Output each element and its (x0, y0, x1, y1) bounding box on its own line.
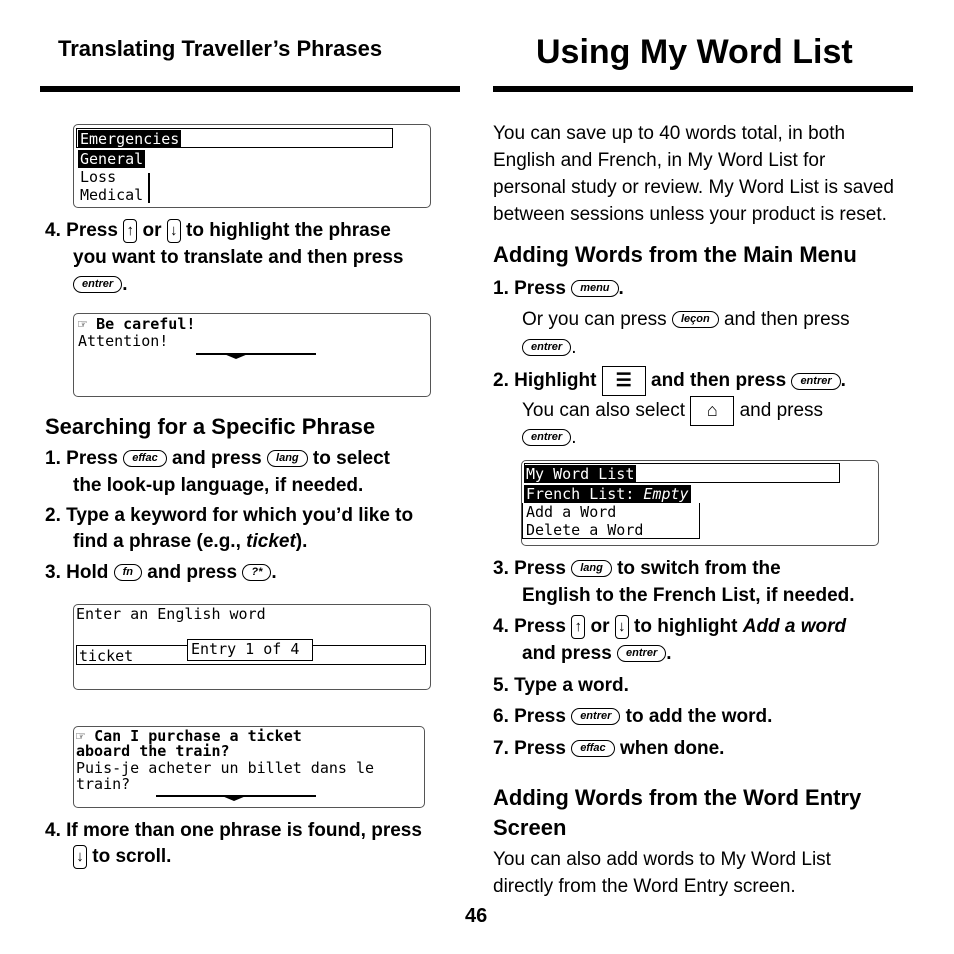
menu-step-2: 2. Highlight ☰ and then press entrer . (493, 366, 846, 396)
device-screen-be-careful (73, 313, 431, 397)
screen-title: My Word List (526, 465, 635, 483)
menu-outline (522, 503, 700, 539)
fn-key-icon: fn (114, 564, 142, 581)
entrer-key-icon: entrer (791, 373, 840, 390)
effac-key-icon: effac (571, 740, 614, 757)
left-step-4a: 4. Press ↑ or ↓ to highlight the phrase (45, 220, 391, 241)
screen-line-general: General (80, 150, 144, 168)
scroll-indicator-arrow (224, 354, 248, 359)
right-step-3-line2: English to the French List, if needed. (522, 585, 855, 606)
right-step-5: 5. Type a word. (493, 675, 629, 696)
right-step-4-line2: and press entrer . (522, 643, 672, 664)
menu-step-1: 1. Press menu . (493, 278, 624, 299)
scroll-indicator-arrow (222, 796, 246, 801)
search-step-2: 2. Type a keyword for which you’d like to (45, 505, 414, 526)
hand-icon: ☞ (76, 727, 86, 745)
entrer-key-icon: entrer (522, 429, 571, 446)
left-header-rule (40, 86, 460, 92)
screen-phrase-french: Attention! (78, 332, 169, 350)
section-heading-search: Searching for a Specific Phrase (45, 414, 376, 439)
screen-item-add: Add a Word (526, 503, 617, 521)
scroll-indicator-line (196, 353, 316, 355)
entrer-key-icon: entrer (73, 276, 122, 293)
page-title: Using My Word List (536, 33, 853, 71)
schoolhouse-icon: ⌂ (690, 396, 734, 426)
menu-step-2-alt-line2: entrer . (522, 424, 576, 451)
search-step-1: 1. Press effac and press lang to select (45, 448, 391, 469)
screen-phrase-french-line1: Puis-je acheter un billet dans le (76, 759, 375, 777)
screen-phrase-english: Be careful! (96, 315, 196, 333)
left-step-4a-line2: you want to translate and then press (73, 247, 404, 268)
menu-step-2-alt: You can also select ⌂ and press (522, 396, 823, 426)
entrer-key-icon: entrer (617, 645, 666, 662)
screen-prompt: Enter an English word (76, 605, 266, 623)
list-divider (148, 173, 150, 203)
search-step-1-line2: the look-up language, if needed. (73, 475, 364, 496)
screen-item-delete: Delete a Word (526, 521, 644, 539)
search-step-3: 3. Hold fn and press ?* . (45, 562, 277, 583)
right-step-3: 3. Press lang to switch from the (493, 558, 781, 579)
entry-count-popup: Entry 1 of 4 (187, 639, 313, 661)
device-screen-ticket-phrase (73, 726, 425, 808)
lang-key-icon: lang (267, 450, 308, 467)
down-arrow-key-icon: ↓ (73, 845, 87, 869)
help-key-icon: ?* (242, 564, 271, 581)
screen-phrase-french-line2: train? (76, 775, 131, 793)
intro-line-4: between sessions unless your product is reset. (493, 204, 887, 225)
entrer-key-icon: entrer (522, 339, 571, 356)
word-entry-body-2: directly from the Word Entry screen. (493, 876, 796, 897)
left-step-4b-line2: ↓ to scroll. (73, 844, 171, 870)
intro-line-1: You can save up to 40 words total, in both (493, 123, 846, 144)
menu-key-icon: menu (571, 280, 618, 297)
hand-icon: ☞ (78, 315, 88, 333)
screen-french-label: French List: (526, 485, 635, 503)
screen-french-value: Empty (643, 485, 689, 503)
menu-step-1-alt-line2: entrer . (522, 334, 576, 361)
title-rule (493, 86, 913, 92)
left-step-4a-line3: entrer . (73, 272, 127, 298)
screen-line-medical: Medical (80, 186, 144, 204)
screen-entry-value: ticket (79, 647, 134, 665)
word-entry-body-1: You can also add words to My Word List (493, 849, 831, 870)
device-screen-word-entry (73, 604, 431, 690)
right-step-6: 6. Press entrer to add the word. (493, 706, 773, 727)
entrer-key-icon: entrer (571, 708, 620, 725)
menu-step-1-alt: Or you can press leçon and then press (522, 309, 850, 330)
page-number: 46 (465, 905, 488, 927)
effac-key-icon: effac (123, 450, 166, 467)
list-icon: ☰ (602, 366, 646, 396)
intro-line-2: English and French, in My Word List for (493, 150, 826, 171)
up-arrow-key-icon: ↑ (571, 615, 585, 639)
down-arrow-key-icon: ↓ (615, 615, 629, 639)
screen-line-emergencies: Emergencies (80, 130, 180, 148)
right-step-4: 4. Press ↑ or ↓ to highlight Add a word (493, 616, 847, 637)
up-arrow-key-icon: ↑ (123, 219, 137, 243)
search-step-2-line2: find a phrase (e.g., ticket). (73, 531, 308, 552)
screen-phrase-english-line1: Can I purchase a ticket (94, 727, 302, 745)
running-header: Translating Traveller’s Phrases (58, 36, 383, 61)
screen-line-loss: Loss (80, 168, 117, 186)
lang-key-icon: lang (571, 560, 612, 577)
intro-line-3: personal study or review. My Word List is saved (493, 177, 894, 198)
section-heading-main-menu: Adding Words from the Main Menu (493, 242, 857, 267)
section-heading-word-entry-line2: Screen (493, 815, 567, 840)
device-screen-categories (73, 124, 431, 208)
device-screen-my-word-list (521, 460, 879, 546)
left-step-4b: 4. If more than one phrase is found, press (45, 820, 422, 841)
section-heading-word-entry: Adding Words from the Word Entry (493, 785, 862, 810)
lecon-key-icon: leçon (672, 311, 719, 328)
right-step-7: 7. Press effac when done. (493, 738, 725, 759)
down-arrow-key-icon: ↓ (167, 219, 181, 243)
screen-phrase-english-line2: aboard the train? (76, 742, 230, 760)
